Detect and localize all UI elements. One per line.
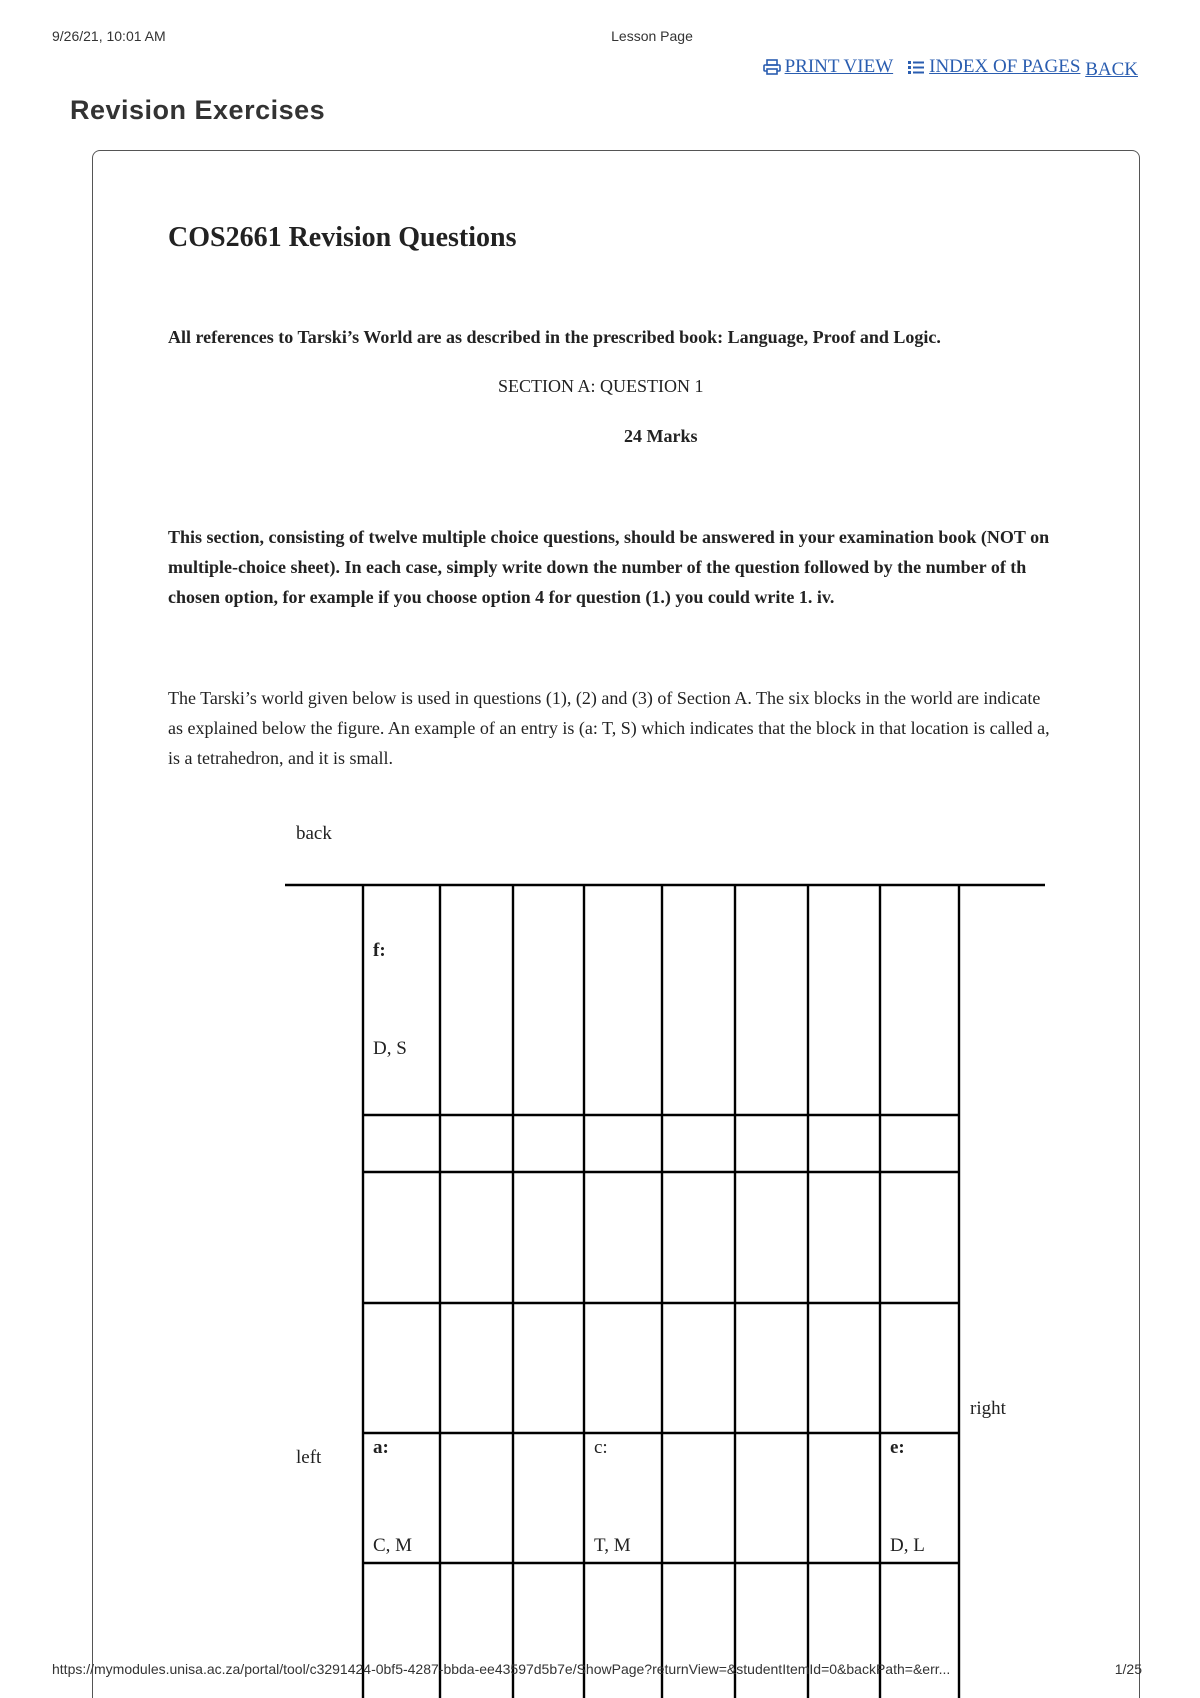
section-heading: SECTION A: QUESTION 1 [498,376,704,396]
print-page-number: 1/25 [1114,1661,1142,1677]
block-f-name: f: [373,940,386,961]
world-label-right: right [970,1398,1006,1419]
description-line: The Tarski’s world given below is used in questions (1), (2) and (3) of Section A. The six blocks in the world are indicate [168,688,1041,708]
block-e-props: D, L [890,1535,925,1556]
back-link[interactable]: BACK [1085,59,1138,80]
block-a-props: C, M [373,1535,413,1556]
print-datetime: 9/26/21, 10:01 AM [52,28,166,44]
description-line: is a tetrahedron, and it is small. [168,748,393,768]
index-of-pages-label: INDEX OF PAGES [929,56,1081,77]
marks-label: 24 Marks [624,426,698,446]
world-label-back: back [296,823,332,844]
lesson-title: Revision Exercises [70,95,326,125]
block-f-props: D, S [373,1038,407,1059]
block-c-props: T, M [594,1535,631,1556]
instructions-line: multiple-choice sheet). In each case, simply write down the number of the question followed by the number of th [168,557,1027,577]
document-title: COS2661 Revision Questions [168,222,517,253]
block-a-name: a: [373,1437,389,1458]
instructions-line: This section, consisting of twelve multiple choice questions, should be answered in your examination book (NOT on [168,527,1050,547]
instructions-line: chosen option, for example if you choose option 4 for question (1.) you could write 1. iv. [168,587,835,607]
block-c-name: c: [594,1437,608,1458]
print-view-label: PRINT VIEW [784,56,894,77]
print-page-title: Lesson Page [611,28,693,44]
print-url: https://mymodules.unisa.ac.za/portal/tool/c3291424-0bf5-4287-bbda-ee43597d5b7e/ShowPage?returnView=&studentItemId=0&backPath=&err... [52,1661,951,1677]
world-label-left: left [296,1447,322,1468]
references-note: All references to Tarski’s World are as described in the prescribed book: Language, Proof and Logic. [168,327,941,347]
block-e-name: e: [890,1437,905,1458]
description-line: as explained below the figure. An example of an entry is (a: T, S) which indicates that the block in that location is called a, [168,718,1050,738]
